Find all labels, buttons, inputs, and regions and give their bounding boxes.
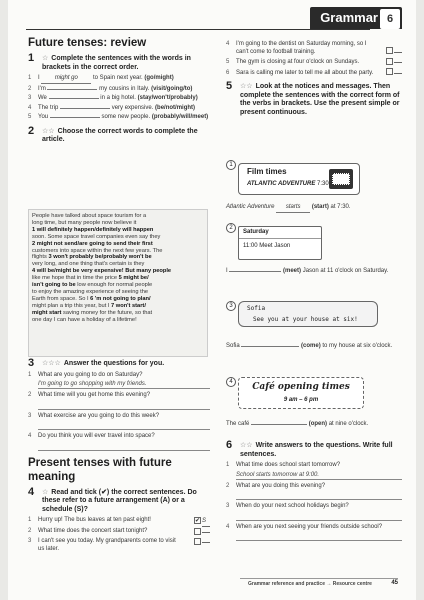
answer-blank[interactable] <box>394 62 402 63</box>
question-text: What time does school start tomorrow? <box>236 462 341 468</box>
notice-cafe-times: Café opening times 9 am – 6 pm <box>238 377 364 409</box>
item-hint: (go/might) <box>144 75 174 81</box>
sentence-text: What time does the concert start tonight? <box>38 527 148 534</box>
difficulty-stars: ☆☆☆ <box>42 360 61 367</box>
difficulty-stars: ☆☆ <box>42 127 55 135</box>
answer-blank[interactable] <box>60 108 110 109</box>
exercise-6-items <box>226 462 402 541</box>
item-number: 1 <box>28 75 32 81</box>
item-number: 5 <box>226 59 230 65</box>
tick-box[interactable]: ✔ <box>195 518 201 524</box>
notice-3-sentence: Sofia (come) to my house at six o'clock. <box>226 343 393 349</box>
answer-line[interactable] <box>38 422 210 430</box>
choice-phrase[interactable]: might start <box>32 309 62 316</box>
exercise-6-item <box>226 503 402 511</box>
answer-blank[interactable]: S <box>202 518 210 527</box>
exercise-6-item <box>226 462 402 470</box>
exercise-3-item <box>28 372 210 380</box>
difficulty-stars: ☆☆ <box>240 83 253 90</box>
item-number: 3 <box>28 95 32 101</box>
item-number: 2 <box>28 392 32 398</box>
item-number: 2 <box>226 482 230 489</box>
question-text: What time will you get home this evening? <box>38 392 151 398</box>
notice-1-sentence: Atlantic Adventure starts (start) at 7:30. <box>226 204 402 213</box>
left-column <box>28 37 210 145</box>
left-column-lower <box>28 357 210 553</box>
item-hint: (probably/will/meet) <box>151 114 209 120</box>
item-hint: (visit/going/to) <box>151 85 193 92</box>
exercise-4-item <box>28 517 210 525</box>
film-reel-icon <box>329 169 353 189</box>
item-text: in a big hotel. <box>100 95 136 101</box>
answer-boxes <box>384 68 402 77</box>
item-text: You <box>38 114 49 120</box>
answer-line[interactable]: School starts tomorrow at 9:00. <box>236 472 402 480</box>
answer-blank <box>241 346 299 347</box>
item-text: my cousins in Italy. <box>99 85 150 92</box>
answer-boxes <box>192 538 210 547</box>
answer-line[interactable] <box>38 402 210 410</box>
section-present-tenses-title: Present tenses with future meaning <box>28 456 172 483</box>
article-line: like me hope that in time the price 5 might be/ <box>32 275 149 282</box>
sentence-text: The gym is closing at four o'clock on Sundays. <box>236 59 360 65</box>
item-hint: (stay/won't/probably) <box>137 95 198 101</box>
exercise-1-item <box>28 105 210 113</box>
item-number: 5 <box>28 114 32 120</box>
answer-line[interactable] <box>236 492 402 500</box>
workbook-page <box>8 0 416 600</box>
notice-diary: Saturday 11:00 Meet Jason <box>238 226 322 260</box>
choice-phrase[interactable]: isn't going to be <box>32 282 76 289</box>
item-number: 4 <box>28 433 32 439</box>
answer-boxes <box>192 517 210 527</box>
item-number: 1 <box>28 371 32 378</box>
tick-box[interactable] <box>386 47 393 54</box>
answer-boxes <box>384 47 402 56</box>
tick-box[interactable] <box>386 68 393 75</box>
notice-4-number: 4 <box>226 377 236 387</box>
difficulty-stars: ☆ <box>42 488 49 496</box>
article-line: customers into space within the next few years. The <box>32 247 163 254</box>
notice-4-sentence: The café (open) at nine o'clock. <box>226 421 369 427</box>
notice-film-times: Film times ATLANTIC ADVENTURE 7:30 <box>238 163 360 195</box>
answer-blank[interactable]: might go <box>41 75 91 84</box>
exercise-4-item <box>226 59 402 67</box>
article-line: Earth from space. So I 6 'm not going to plan/ <box>32 295 151 302</box>
exercise-4-item <box>28 538 210 553</box>
sentence-text: Sara is calling me later to tell me all about the party. <box>236 69 374 76</box>
article-line <box>32 268 204 275</box>
page-number: 45 <box>391 580 398 586</box>
item-text: some new people. <box>101 114 151 120</box>
tick-box[interactable] <box>194 538 201 545</box>
answer-blank <box>251 424 307 425</box>
answer-blank[interactable] <box>50 117 100 118</box>
header-tab <box>310 7 402 29</box>
exercise-3-item <box>28 413 210 421</box>
answer-line[interactable] <box>236 533 402 541</box>
exercise-4-item <box>226 41 402 56</box>
exercise-4-item <box>226 70 402 78</box>
exercise-1-heading: 1 ☆ Complete the sentences with the words in brackets in the correct order. <box>28 52 191 71</box>
exercise-4-items <box>28 517 210 553</box>
unit-number: 6 <box>380 9 400 29</box>
item-number: 3 <box>28 538 32 544</box>
article-line: one day I can have a holiday of a lifetime! <box>32 316 137 323</box>
exercise-3-item <box>28 433 210 441</box>
exercise-4-heading: 4 ☆ Read and tick (✔) the correct sentences. Do these refer to a future arrangement (A) or a schedule (S)? <box>28 485 197 513</box>
exercise-5-heading: 5 ☆☆ Look at the notices and messages. Then complete the sentences with the correct form of the verbs in brackets. Use the present simple or present continuous. <box>226 80 400 116</box>
choice-phrase[interactable]: 1 will definitely happen/definitely will happen <box>32 226 154 233</box>
answer-blank[interactable] <box>202 532 210 533</box>
choice-phrase[interactable]: 4 will be/might be very expensive! But many people <box>32 268 172 275</box>
answer-blank[interactable] <box>394 52 402 53</box>
article-line: might plan a trip this year, but I 7 won't start/ <box>32 302 146 309</box>
answer-blank[interactable] <box>49 98 99 99</box>
article-line <box>32 227 204 234</box>
answer-line[interactable] <box>236 513 402 521</box>
section-title: Grammar <box>320 10 378 25</box>
exercise-4-continued <box>226 41 402 77</box>
item-number: 1 <box>28 517 32 523</box>
exercise-2-heading: 2 ☆☆ Choose the correct words to complete the article. <box>28 124 198 143</box>
header-rule <box>26 29 370 30</box>
notice-text-message: Sofia See you at your house at six! <box>238 301 378 327</box>
question-text: Do you think you will ever travel into space? <box>38 433 155 439</box>
article-line: might start saving money for the future, so that <box>32 309 153 316</box>
item-number: 3 <box>226 503 230 509</box>
answer-blank[interactable] <box>202 542 210 543</box>
article-line: long time, but many people now believe it <box>32 219 137 226</box>
item-number: 2 <box>28 85 32 92</box>
right-column <box>226 38 402 117</box>
exercise-1-item <box>28 75 210 84</box>
exercise-3-item <box>28 392 210 400</box>
question-text: When are you next seeing your friends outside school? <box>236 523 383 530</box>
answer-blank <box>229 271 281 272</box>
article-line: People have talked about space tourism for a <box>32 213 147 219</box>
article-line: to enjoy the amazing experience of seeing the <box>32 288 149 295</box>
article-line: isn't going to be low enough for normal people <box>32 282 153 289</box>
exercise-1-item <box>28 95 210 103</box>
difficulty-stars: ☆☆ <box>240 442 253 449</box>
notice-3-number: 3 <box>226 301 236 311</box>
tick-box[interactable] <box>194 528 201 535</box>
item-number: 2 <box>28 527 32 534</box>
item-text: to Spain next year. <box>93 75 143 81</box>
item-number: 4 <box>226 523 230 530</box>
choice-phrase[interactable]: 2 might not send/are going to send their first <box>32 240 153 247</box>
answer-boxes <box>384 58 402 67</box>
item-number: 4 <box>28 104 32 111</box>
exercise-1-items <box>28 75 210 122</box>
item-number: 6 <box>226 69 230 76</box>
exercise-1-item <box>28 114 210 122</box>
question-text: What are you doing this evening? <box>236 482 326 489</box>
choice-phrase[interactable]: 5 might be/ <box>118 275 149 282</box>
item-text: The trip <box>38 104 59 111</box>
item-number: 4 <box>226 41 230 47</box>
item-text: We <box>38 95 47 101</box>
notice-title: Film times <box>247 167 287 176</box>
notice-2-number: 2 <box>226 223 236 233</box>
item-text: I'm <box>38 85 46 92</box>
notice-1-number: 1 <box>226 160 236 170</box>
item-number: 3 <box>28 412 32 419</box>
question-text: When do your next school holidays begin? <box>236 503 349 509</box>
answer-boxes <box>192 528 210 537</box>
item-hint: (be/not/might) <box>155 104 196 111</box>
difficulty-stars: ☆ <box>42 55 49 62</box>
exercise-6-heading: 6 ☆☆ Write answers to the questions. Write full sentences. <box>226 439 393 458</box>
item-text: very expensive. <box>111 104 154 111</box>
item-text: I <box>38 75 40 81</box>
article-line: very long, and one thing that's certain is they <box>32 261 145 268</box>
choice-phrase[interactable]: 7 won't start/ <box>111 302 146 309</box>
footer-rule <box>240 578 398 579</box>
exercise-4-item <box>28 528 210 536</box>
exercise-1-item <box>28 86 210 94</box>
answer-line[interactable] <box>38 443 210 451</box>
answer-blank: starts <box>276 204 310 213</box>
question-text: What exercise are you going to do this week? <box>38 412 160 419</box>
footer-link[interactable]: Grammar reference and practice → Resource centre <box>248 581 372 587</box>
answer-blank[interactable] <box>394 73 402 74</box>
answer-blank[interactable] <box>47 89 97 90</box>
section-future-tenses-title: Future tenses: review <box>28 37 147 49</box>
tick-box[interactable] <box>386 58 393 65</box>
notice-2-sentence: I (meet) Jason at 11 o'clock on Saturday. <box>226 268 389 274</box>
question-text: What are you going to do on Saturday? <box>38 371 143 378</box>
exercise-3-heading: 3 ☆☆☆ Answer the questions for you. <box>28 357 165 369</box>
article-line: soon. Some space travel companies even say they <box>32 233 161 240</box>
exercise-6-item <box>226 524 402 532</box>
choice-phrase[interactable]: 3 won't probably be/probably won't be <box>48 254 152 261</box>
exercise-6-item <box>226 483 402 491</box>
space-tourism-article <box>28 209 208 357</box>
item-number: 1 <box>226 462 230 468</box>
right-column-lower <box>226 439 402 541</box>
article-line: flights 3 won't probably be/probably won't be <box>32 254 152 261</box>
article-line <box>32 241 204 248</box>
sentence-text: Hurry up! The bus leaves at ten past eight! <box>38 517 151 523</box>
sentence-text: I'm going to the dentist on Saturday morning, so I can't come to football training. <box>236 41 367 55</box>
choice-phrase[interactable]: 6 'm not going to plan/ <box>90 295 151 302</box>
answer-line[interactable]: I'm going to go shopping with my friends. <box>38 381 210 389</box>
sentence-text: I can't see you today. My grandparents come to visit us later. <box>38 538 176 552</box>
exercise-3-items <box>28 372 210 451</box>
